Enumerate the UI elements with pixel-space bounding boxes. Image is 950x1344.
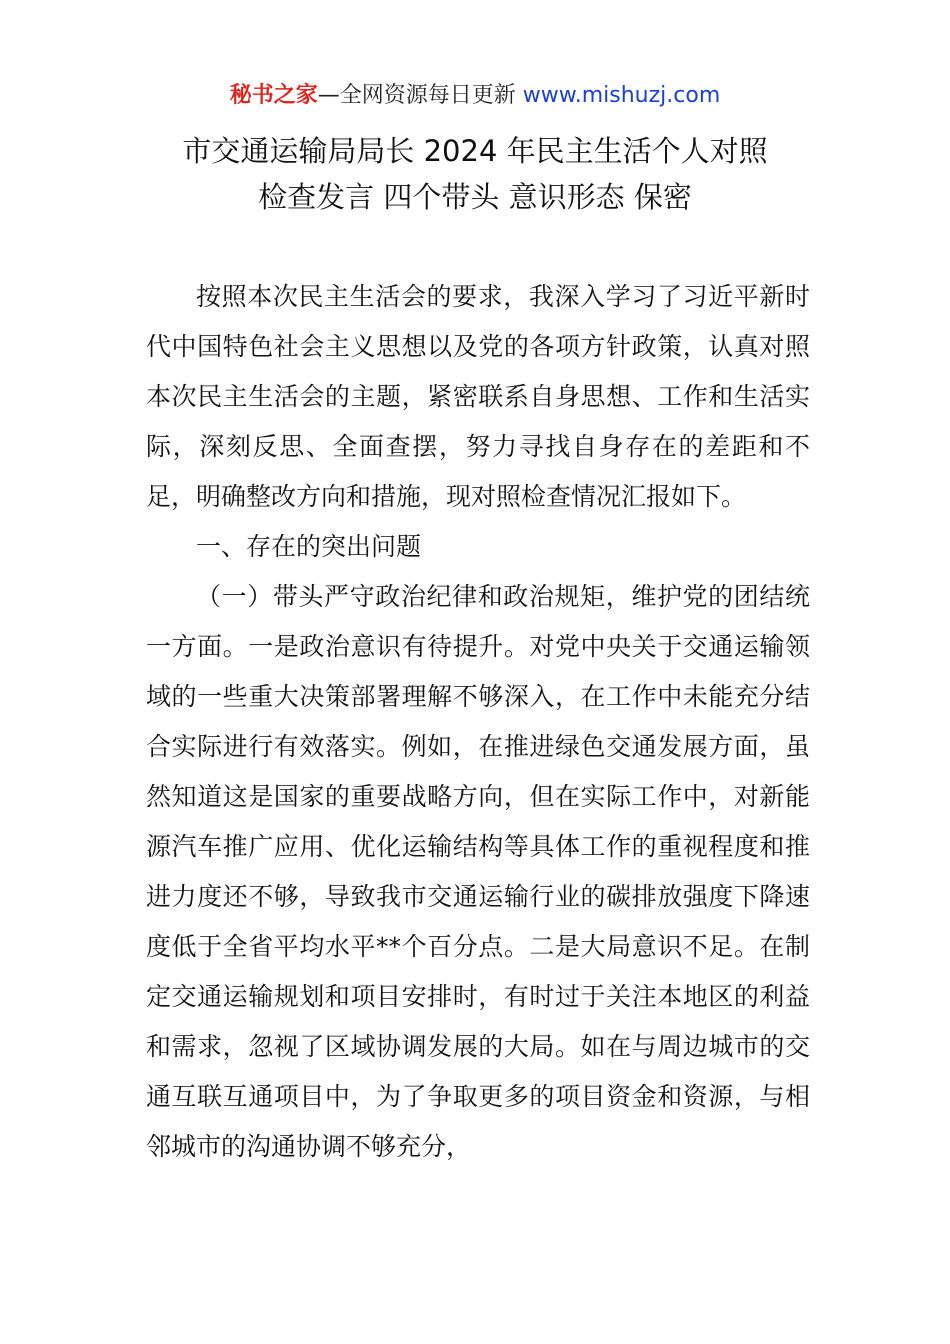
document-title [0, 128, 950, 220]
header-tagline: —全网资源每日更新 [317, 83, 516, 108]
title-line-2: 检查发言 四个带头 意识形态 保密 [258, 180, 692, 214]
section-heading: 一、存在的突出问题 [196, 532, 422, 561]
section-paragraph: （一）带头严守政治纪律和政治规矩，维护党的团结统一方面。一是政治意识有待提升。对党中央关于交通运输领域的一些重大决策部署理解不够深入，在工作中未能充分结合实际进行有效落实。例如，在推进绿色交通发展方面，虽然知道这是国家的重要战略方向，但在实际工作中，对新能源汽车推广应用、优化运输结构等具体工作的重视程度和推进力度还不够，导致我市交通运输行业的碳排放强度下降速度低于全省平均水平**个百分点。二是大局意识不足。在制定交通运输规划和项目安排时，有时过于关注本地区的利益和需求，忽视了区域协调发展的大局。如在与周边城市的交通互联互通项目中，为了争取更多的项目资金和资源，与相邻城市的沟通协调不够充分， [146, 582, 810, 1161]
intro-paragraph: 按照本次民主生活会的要求，我深入学习了习近平新时代中国特色社会主义思想以及党的各项方针政策，认真对照本次民主生活会的主题，紧密联系自身思想、工作和生活实际，深刻反思、全面查摆，努力寻找自身存在的差距和不足，明确整改方向和措施，现对照检查情况汇报如下。 [146, 282, 810, 511]
brand-name: 秘书之家 [229, 83, 318, 108]
title-line-1: 市交通运输局局长 2024 年民主生活个人对照 [182, 134, 768, 168]
site-header [0, 80, 950, 112]
document-body [146, 272, 810, 1172]
site-url-link[interactable]: www.mishuzj.com [522, 83, 721, 108]
